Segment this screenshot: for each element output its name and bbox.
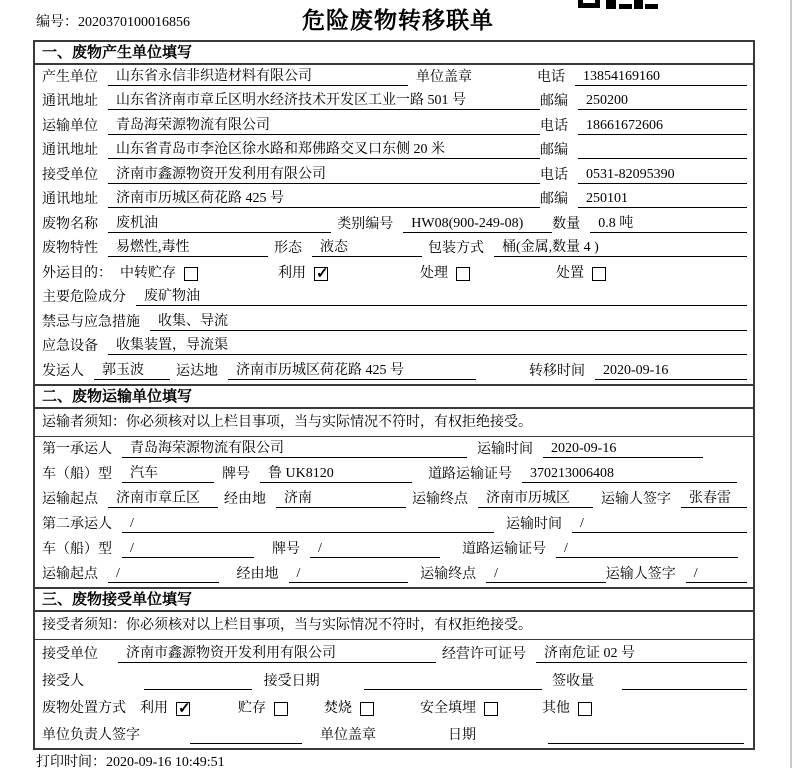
transfer-time-value: 2020-09-16: [595, 362, 747, 380]
plate-number2-label: 牌号: [272, 541, 300, 557]
transport-time2-value: /: [572, 515, 747, 533]
route1-origin-label: 运输起点: [42, 491, 98, 507]
section1-header: 一、废物产生单位填写: [35, 42, 753, 65]
purpose-dispose-label: 处置: [556, 265, 584, 281]
vehicle-type1-label: 车（船）型: [42, 466, 112, 482]
receiver-phone-value: 0531-82095390: [578, 166, 747, 184]
transporter-address-label: 通讯地址: [42, 143, 98, 158]
qr-code-fragment-icon: [578, 0, 660, 9]
receiver-seal-label: 单位盖章: [320, 727, 376, 743]
plate-number2-value: /: [310, 540, 440, 558]
emergency-equipment-label: 应急设备: [42, 339, 98, 354]
receiver-phone-label: 电话: [540, 167, 568, 183]
disposal-method-label: 废物处置方式: [42, 700, 126, 716]
vehicle-type2-value: /: [122, 540, 254, 558]
packaging-value: 桶(金属,数量 4 ): [494, 239, 747, 257]
route1-via-value: 济南: [276, 490, 406, 508]
section2-body: [35, 437, 753, 587]
manifest-form: [33, 40, 755, 750]
waste-name-value: 废机油: [108, 215, 331, 233]
route1-signature-value: 张春雷: [681, 490, 747, 508]
section3-header: 三、废物接受单位填写: [35, 587, 753, 612]
transporter-address-row: [35, 139, 753, 164]
vehicle-type1-value: 汽车: [122, 465, 214, 483]
disposal-incinerate-checkbox: [360, 702, 374, 716]
first-carrier-row: [35, 437, 753, 462]
receiver-address-row: [35, 188, 753, 213]
purpose-use-label: 利用: [278, 265, 306, 281]
purpose-transit-storage-checkbox: [184, 267, 198, 281]
route2-end-value: /: [486, 565, 606, 583]
receiver-zip-value: 250101: [578, 190, 747, 208]
transporter-phone-value: 18661672606: [578, 117, 747, 135]
category-code-label: 类别编号: [337, 216, 394, 232]
route1-origin-value: 济南市章丘区: [108, 490, 218, 508]
transfer-time-label: 转移时间: [529, 363, 585, 379]
license-number-label: 经营许可证号: [442, 646, 526, 662]
acceptor-value: [144, 672, 252, 690]
receiver-address-value: 济南市历城区荷花路 425 号: [108, 190, 540, 208]
consignor-label: 发运人: [42, 363, 84, 379]
hazard-component-label: 主要危险成分: [42, 290, 126, 305]
transporter-notice: 运输者须知：你必须核对以上栏目事项，当与实际情况不符时，有权拒绝接受。: [35, 409, 753, 437]
route2-via-value: /: [289, 565, 409, 583]
disposal-method-row: [35, 694, 753, 721]
outbound-purpose-row: [35, 261, 753, 286]
route1-end-value: 济南市历城区: [478, 490, 593, 508]
producer-phone-label: 电话: [537, 69, 565, 85]
page-edge-divider: [790, 0, 792, 768]
consignor-row: [35, 359, 753, 384]
route2-origin-label: 运输起点: [42, 566, 98, 582]
destination-value: 济南市历城区荷花路 425 号: [228, 362, 476, 380]
responsible-signature-row: [35, 721, 753, 748]
road-permit1-label: 道路运输证号: [428, 466, 512, 482]
emergency-equipment-row: [35, 335, 753, 360]
purpose-use-checkbox: [314, 267, 328, 281]
section2-header: 二、废物运输单位填写: [35, 384, 753, 409]
responsible-signature-label: 单位负责人签字: [42, 727, 140, 743]
disposal-storage-checkbox: [274, 702, 288, 716]
waste-property-value: 易燃性,毒性: [108, 239, 268, 257]
waste-property-label: 废物特性: [42, 241, 98, 256]
transporter-address-value: 山东省青岛市李沧区徐水路和郑佛路交叉口东侧 20 米: [108, 141, 540, 159]
hazard-component-row: [35, 286, 753, 311]
receiver-unit-label: 接受单位: [42, 167, 98, 183]
emergency-measures-row: [35, 310, 753, 335]
signed-quantity-label: 签收量: [552, 673, 595, 689]
route2-via-label: 经由地: [236, 566, 279, 582]
transport-time1-label: 运输时间: [477, 441, 533, 457]
route2-row: [35, 562, 753, 587]
route1-via-label: 经由地: [224, 491, 266, 507]
section1-body: [35, 65, 753, 384]
responsible-signature-value: [190, 726, 302, 744]
producer-zip-label: 邮编: [540, 94, 568, 109]
second-carrier-value: /: [122, 515, 494, 533]
print-time-label: 打印时间：: [36, 755, 106, 768]
road-permit2-value: /: [556, 540, 738, 558]
disposal-other-label: 其他: [542, 700, 570, 716]
emergency-equipment-value: 收集装置，导流渠: [108, 337, 747, 355]
acceptor-label: 接受人: [42, 673, 84, 689]
transporter-zip-value: [578, 141, 747, 159]
disposal-incinerate-label: 焚烧: [324, 700, 352, 716]
receiver-notice: 接受者须知：你必须核对以上栏目事项，当与实际情况不符时，有权拒绝接受。: [35, 612, 753, 640]
route2-end-label: 运输终点: [420, 566, 477, 582]
producer-unit-value: 山东省永信非织造材料有限公司: [108, 68, 408, 86]
packaging-label: 包装方式: [428, 241, 484, 256]
consignor-value: 郭玉波: [94, 362, 170, 380]
purpose-treat-label: 处理: [420, 265, 448, 281]
disposal-use-label: 利用: [140, 700, 168, 716]
doc-number-label: 编号：: [36, 15, 78, 30]
accepting-unit-row: [35, 640, 753, 667]
receiver-unit-row: [35, 163, 753, 188]
outbound-purpose-label: 外运目的：: [42, 265, 112, 281]
producer-phone-value: 13854169160: [575, 68, 747, 86]
accept-date-label: 接受日期: [263, 673, 320, 689]
destination-label: 运达地: [176, 363, 218, 379]
purpose-transit-storage-label: 中转贮存: [120, 265, 176, 281]
producer-address-value: 山东省济南市章丘区明水经济技术开发区工业一路 501 号: [108, 92, 540, 110]
first-carrier-label: 第一承运人: [42, 441, 112, 457]
section3-body: [35, 640, 753, 748]
producer-address-label: 通讯地址: [42, 94, 98, 109]
signed-quantity-value: [622, 672, 747, 690]
purpose-dispose-checkbox: [592, 267, 606, 281]
first-carrier-value: 青岛海荣源物流有限公司: [122, 440, 467, 458]
accept-date-value: [364, 672, 542, 690]
hazard-component-value: 废矿物油: [136, 288, 747, 306]
form-state-value: 液态: [312, 239, 422, 257]
vehicle-type1-row: [35, 462, 753, 487]
receiver-address-label: 通讯地址: [42, 192, 98, 207]
vehicle-type2-label: 车（船）型: [42, 541, 112, 557]
waste-property-row: [35, 237, 753, 262]
disposal-landfill-checkbox: [484, 702, 498, 716]
plate-number1-value: 鲁 UK8120: [260, 465, 412, 483]
transporter-phone-label: 电话: [540, 118, 568, 134]
purpose-treat-checkbox: [456, 267, 470, 281]
transporter-unit-label: 运输单位: [42, 118, 98, 134]
transport-time2-label: 运输时间: [506, 516, 562, 532]
second-carrier-row: [35, 512, 753, 537]
plate-number1-label: 牌号: [222, 466, 250, 482]
producer-unit-row: [35, 65, 753, 90]
transport-time1-value: 2020-09-16: [543, 440, 703, 458]
accepting-unit-value: 济南市鑫源物资开发利用有限公司: [118, 645, 436, 663]
route1-row: [35, 487, 753, 512]
quantity-label: 数量: [552, 216, 581, 232]
quantity-value: 0.8 吨: [590, 215, 747, 233]
acceptor-row: [35, 667, 753, 694]
producer-address-row: [35, 90, 753, 115]
disposal-landfill-label: 安全填埋: [420, 700, 476, 716]
transporter-zip-label: 邮编: [540, 143, 568, 158]
producer-zip-value: 250200: [578, 92, 747, 110]
receiver-zip-label: 邮编: [540, 192, 568, 207]
road-permit1-value: 370213006408: [522, 465, 737, 483]
emergency-measures-value: 收集、导流: [150, 313, 747, 331]
category-code-value: HW08(900-249-08): [403, 215, 552, 233]
transporter-unit-value: 青岛海荣源物流有限公司: [108, 117, 540, 135]
producer-unit-label: 产生单位: [42, 69, 98, 85]
route1-end-label: 运输终点: [412, 491, 468, 507]
page-header: [0, 0, 796, 40]
form-state-label: 形态: [274, 241, 302, 256]
transporter-unit-row: [35, 114, 753, 139]
print-time-value: 2020-09-16 10:49:51: [106, 755, 225, 768]
date-value: [548, 726, 744, 744]
receiver-unit-value: 济南市鑫源物资开发利用有限公司: [108, 166, 540, 184]
doc-number-value: 2020370100016856: [78, 15, 190, 30]
vehicle-type2-row: [35, 537, 753, 562]
route2-origin-value: /: [108, 565, 219, 583]
waste-name-label: 废物名称: [42, 216, 98, 232]
second-carrier-label: 第二承运人: [42, 516, 112, 532]
accepting-unit-label: 接受单位: [42, 646, 98, 662]
road-permit2-label: 道路运输证号: [462, 541, 546, 557]
license-number-value: 济南危证 02 号: [536, 645, 747, 663]
route1-signature-label: 运输人签字: [601, 491, 671, 507]
page-title: 危险废物转移联单: [302, 8, 494, 33]
route2-signature-value: /: [686, 565, 747, 583]
disposal-use-checkbox: [176, 702, 190, 716]
print-time: [36, 751, 225, 768]
date-label: 日期: [448, 727, 476, 743]
disposal-storage-label: 贮存: [238, 700, 266, 716]
route2-signature-label: 运输人签字: [605, 566, 676, 582]
waste-name-row: [35, 212, 753, 237]
unit-seal-label: 单位盖章: [416, 69, 472, 85]
emergency-measures-label: 禁忌与应急措施: [42, 314, 140, 330]
disposal-other-checkbox: [578, 702, 592, 716]
